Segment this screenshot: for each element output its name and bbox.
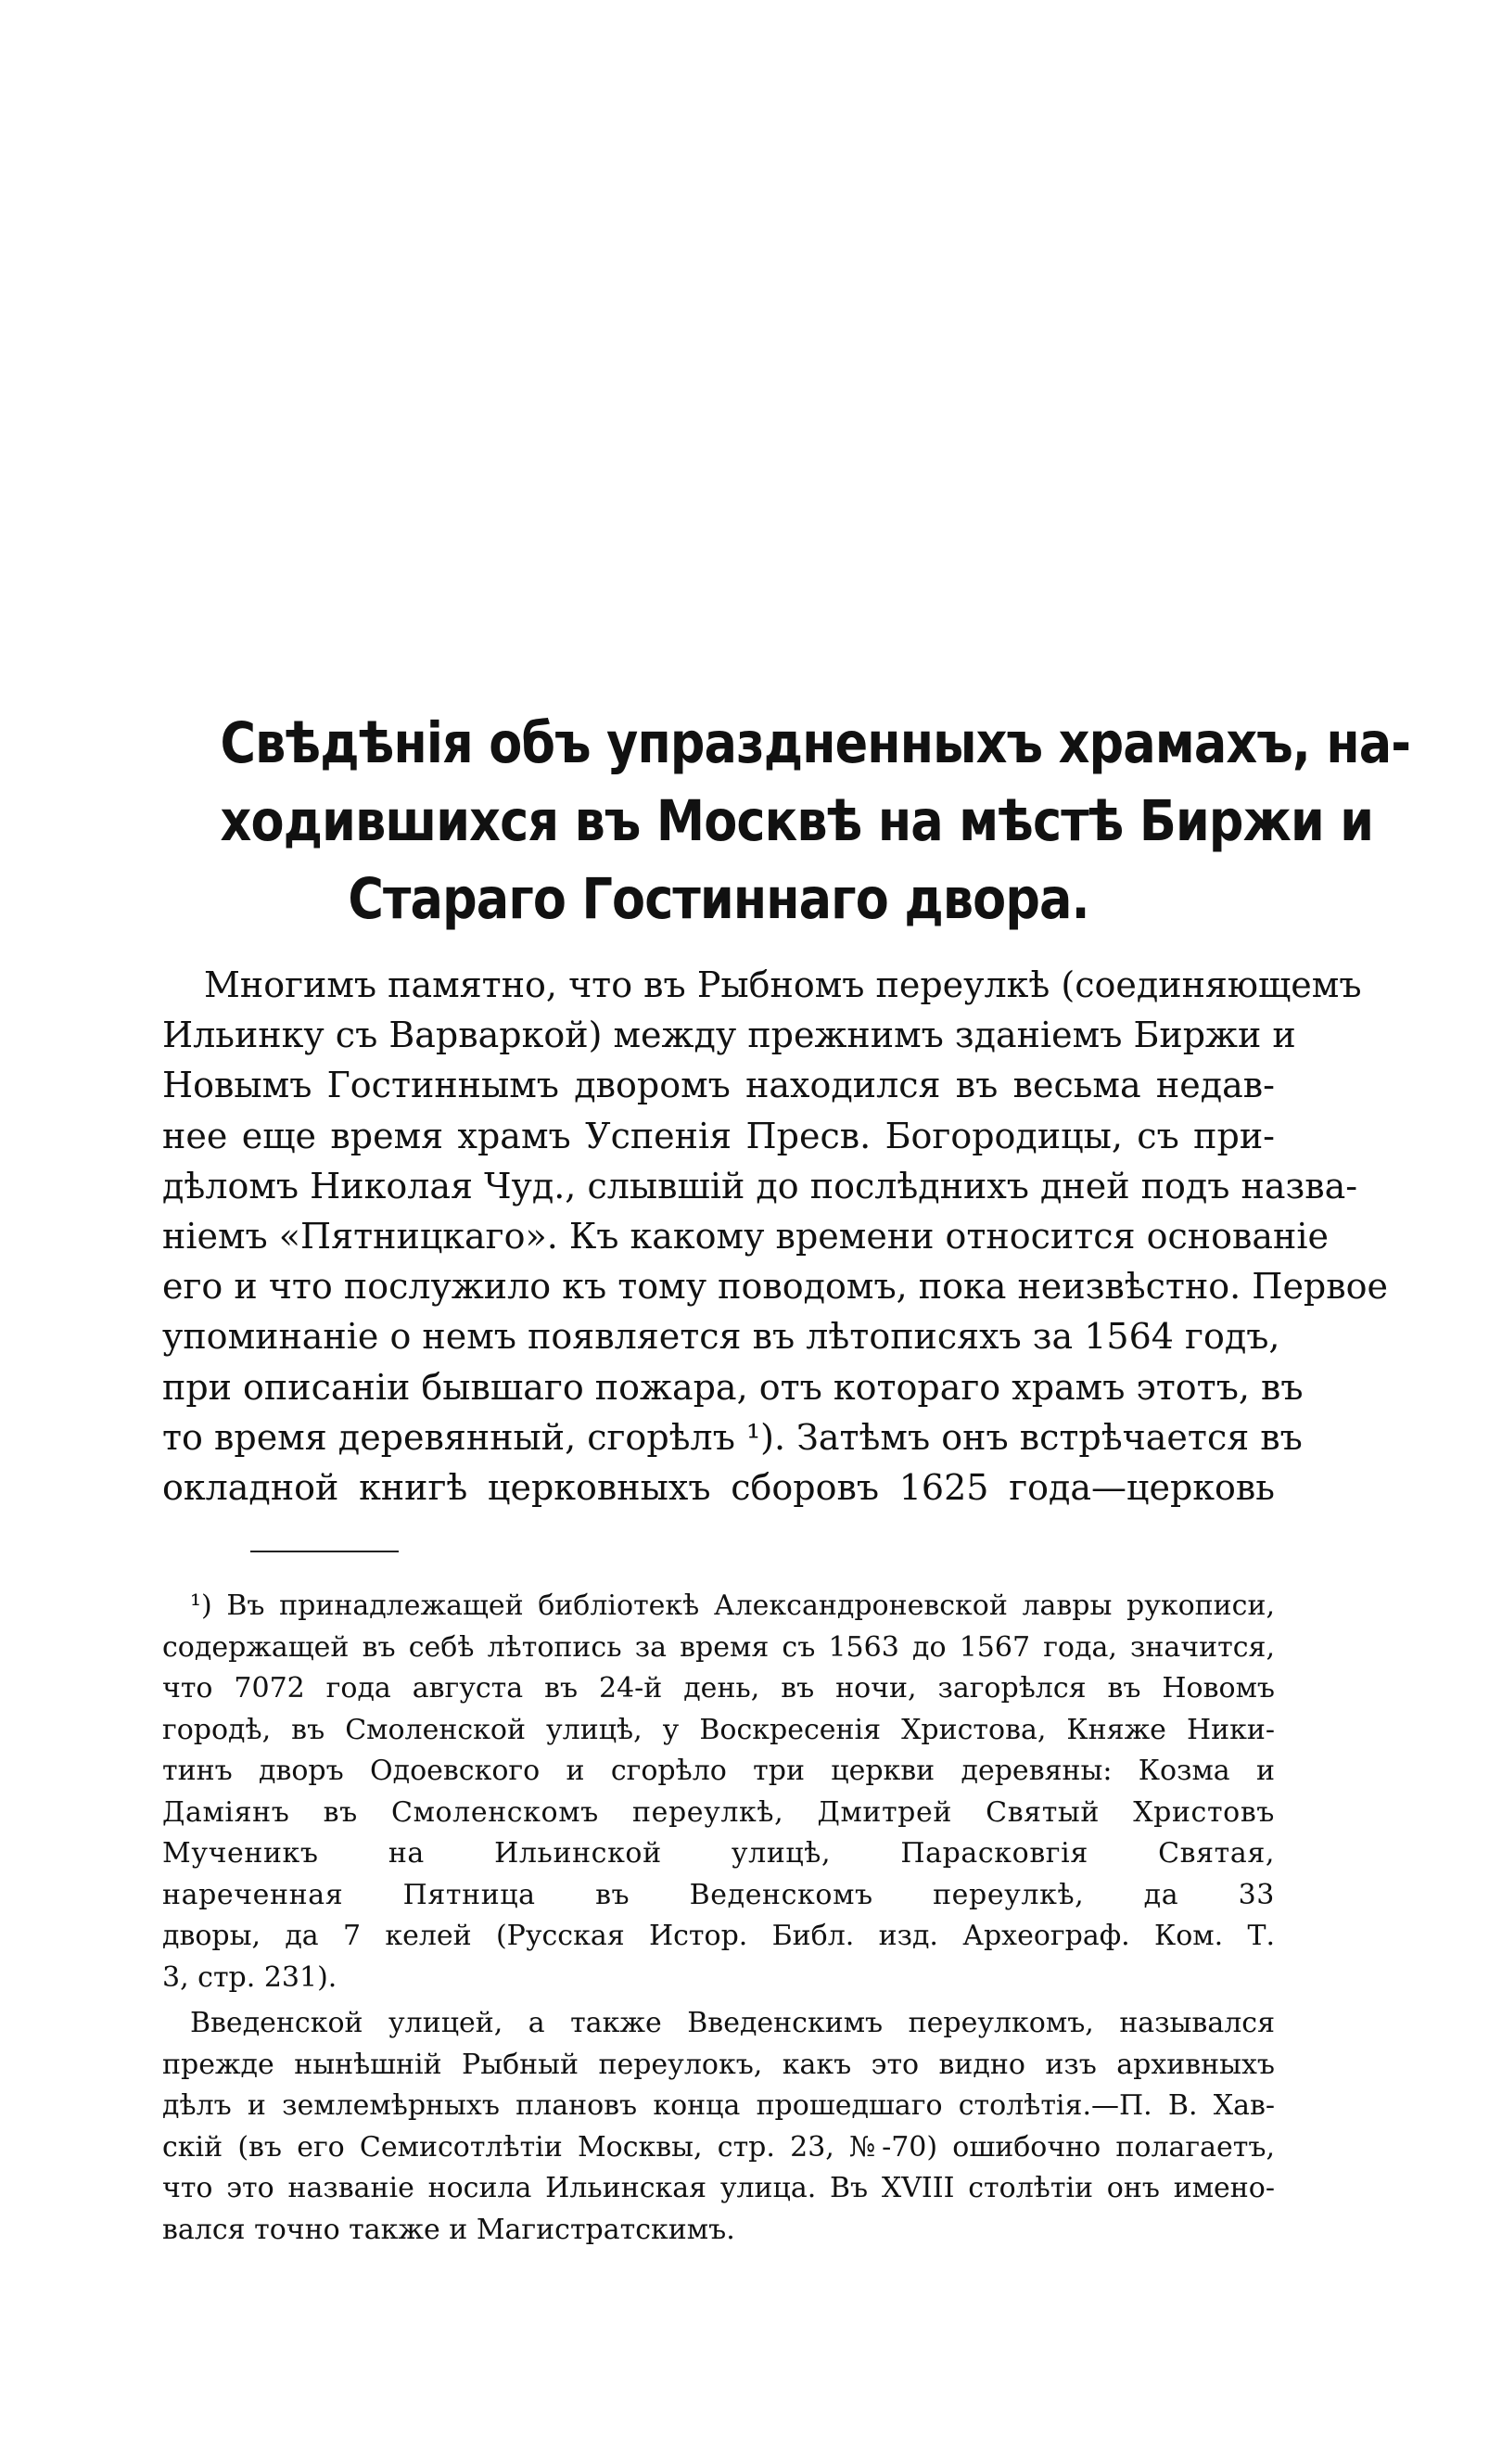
title-line: Свѣдѣнія объ упраздненныхъ храмахъ, на- <box>220 710 1411 776</box>
footnote-line: городѣ, въ Смоленской улицѣ, у Воскресенія Христова, Княже Ники- <box>162 1713 1275 1746</box>
body-line: упоминаніе о немъ появляется въ лѣтописяхъ за 1564 годъ, <box>162 1316 1280 1358</box>
title-line: Стараго Гостиннаго двора. <box>348 866 1089 932</box>
body-line: то время деревянный, сгорѣлъ ¹). Затѣмъ онъ встрѣчается въ <box>162 1416 1303 1458</box>
footnote-line: ¹) Въ принадлежащей библіотекѣ Александроневской лавры рукописи, <box>190 1589 1275 1622</box>
footnote-line: скій (въ его Семисотлѣтіи Москвы, стр. 23, №-70) ошибочно полагаетъ, <box>162 2130 1275 2164</box>
footnote-line: дворы, да 7 келей (Русская Истор. Библ. изд. Археограф. Ком. Т. <box>162 1920 1275 1952</box>
footnote-line: Введенской улицей, а также Введенскимъ переулкомъ, назывался <box>190 2007 1275 2039</box>
body-line: дѣломъ Николая Чуд., слывшій до послѣднихъ дней подъ назва- <box>162 1165 1358 1206</box>
footnote-line: вался точно также и Магистратскимъ. <box>162 2213 735 2246</box>
footnote-line: дѣлъ и землемѣрныхъ плановъ конца прошедшаго столѣтія.—П. В. Хав- <box>162 2089 1275 2122</box>
footnote-line: 3, стр. 231). <box>162 1960 337 1994</box>
footnote-line: что это названіе носила Ильинская улица. Въ XVIII столѣтіи онъ имено- <box>162 2172 1275 2204</box>
page-title <box>220 705 1411 938</box>
footnote-line: нареченная Пятница въ Веденскомъ переулкѣ, да 33 <box>162 1878 1275 1911</box>
footnote-line: тинъ дворъ Одоевского и сгорѣло три церкви деревяны: Козма и <box>162 1755 1275 1787</box>
body-line: ніемъ «Пятницкаго». Къ какому времени относится основаніе <box>162 1215 1329 1257</box>
body-paragraph <box>162 960 1389 1513</box>
footnote-line: содержащей въ себѣ лѣтопись за время съ 1563 до 1567 года, значится, <box>162 1630 1275 1664</box>
footnote-1 <box>162 1586 1275 1998</box>
body-line: нее еще время храмъ Успенія Пресв. Богородицы, съ при- <box>162 1115 1275 1156</box>
footnote-line: Даміянъ въ Смоленскомъ переулкѣ, Дмитрей Святый Христовъ <box>162 1795 1275 1829</box>
footnote-2 <box>162 2003 1275 2251</box>
body-line: Ильинку съ Варваркой) между прежнимъ зданіемъ Биржи и <box>162 1015 1296 1056</box>
body-line: его и что послужило къ тому поводомъ, пока неизвѣстно. Первое <box>162 1266 1389 1308</box>
body-line: окладной книгѣ церковныхъ сборовъ 1625 года—церковь <box>162 1466 1275 1508</box>
body-line: при описаніи бывшаго пожара, отъ котораго храмъ этотъ, въ <box>162 1366 1304 1408</box>
footnote-separator <box>250 1551 399 1552</box>
body-line: Многимъ памятно, что въ Рыбномъ переулкѣ (соединяющемъ <box>204 964 1362 1005</box>
body-line: Новымъ Гостиннымъ дворомъ находился въ весьма недав- <box>162 1065 1275 1106</box>
footnote-line: прежде нынѣшній Рыбный переулокъ, какъ это видно изъ архивныхъ <box>162 2048 1275 2081</box>
footnote-line: что 7072 года августа въ 24-й день, въ ночи, загорѣлся въ Новомъ <box>162 1672 1275 1704</box>
footnote-line: Мученикъ на Ильинской улицѣ, Парасковгія Святая, <box>162 1837 1275 1870</box>
title-line: ходившихся въ Москвѣ на мѣстѣ Биржи и <box>220 788 1374 854</box>
